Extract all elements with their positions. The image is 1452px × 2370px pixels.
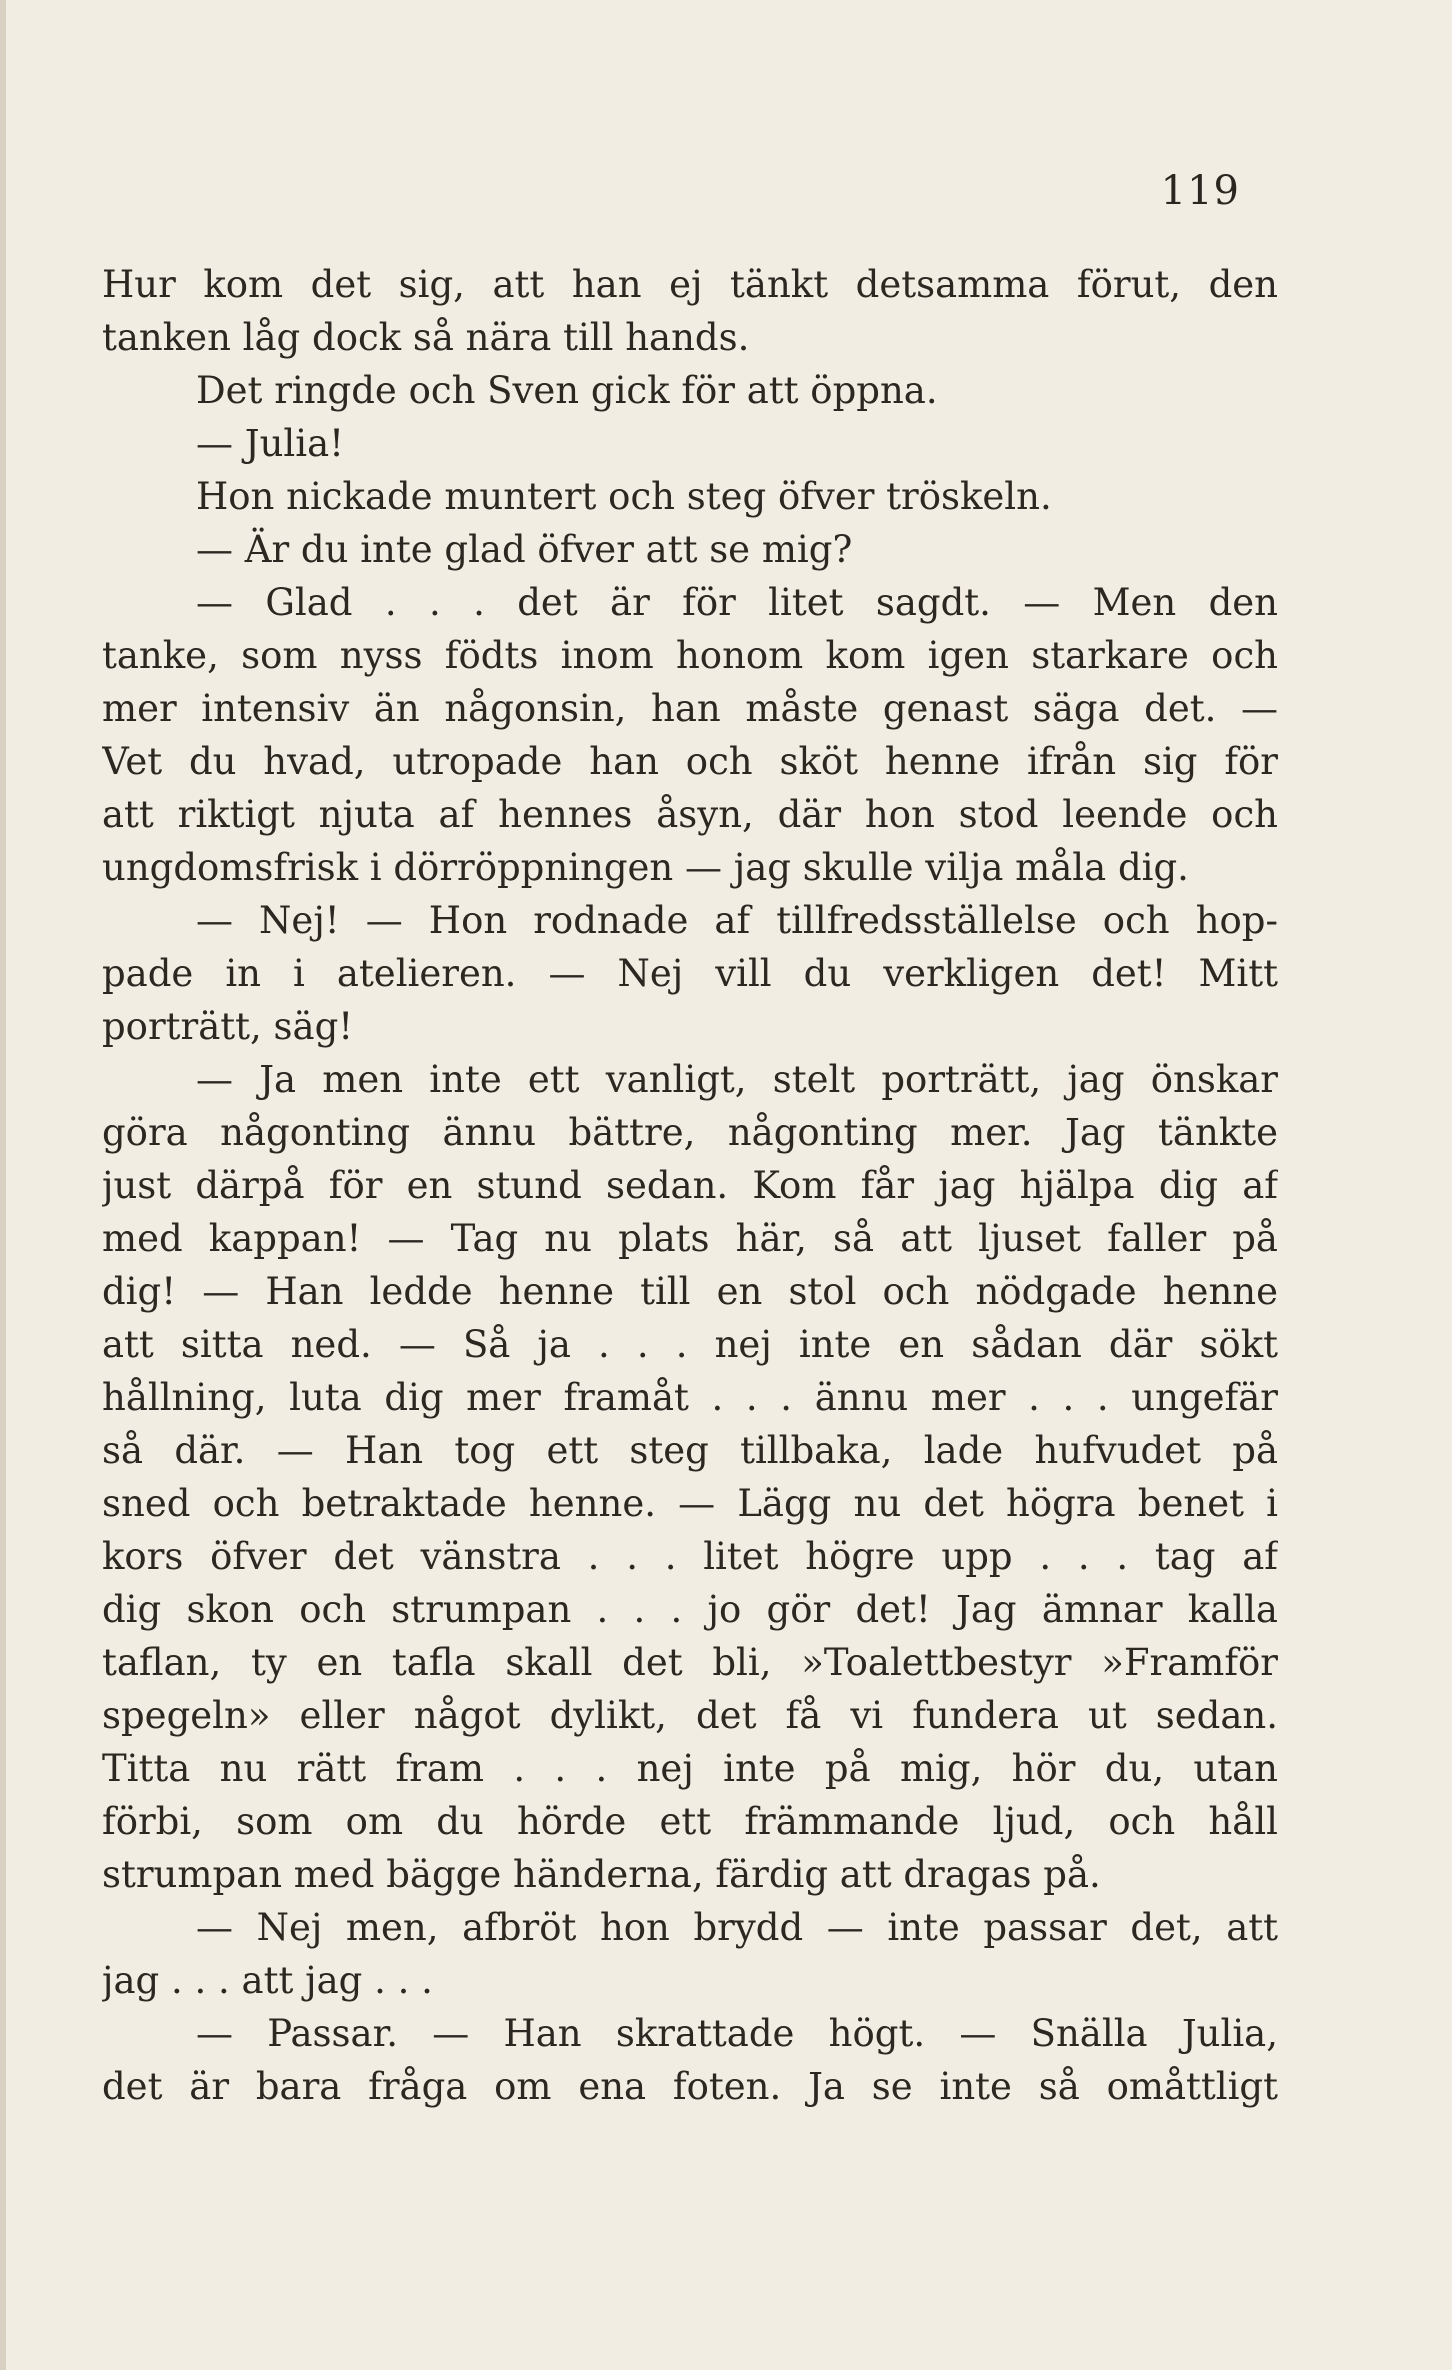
text-line: förbi, som om du hörde ett främmande ljud, och håll [102,1800,1278,1843]
text-line: så där. — Han tog ett steg tillbaka, lade hufvudet på [102,1429,1278,1472]
text-line: det är bara fråga om ena foten. Ja se inte så omåttligt [102,2065,1278,2108]
text-line: att riktigt njuta af hennes åsyn, där hon stod leende och [102,793,1278,836]
text-line: just därpå för en stund sedan. Kom får jag hjälpa dig af [102,1164,1278,1207]
text-line: strumpan med bägge händerna, färdig att dragas på. [102,1853,1101,1896]
text-line: Titta nu rätt fram . . . nej inte på mig, hör du, utan [102,1747,1278,1790]
text-line: med kappan! — Tag nu plats här, så att ljuset faller på [102,1217,1278,1260]
body-text [102,258,1278,2113]
text-line: dig! — Han ledde henne till en stol och nödgade henne [102,1270,1278,1313]
text-line: göra någonting ännu bättre, någonting mer. Jag tänkte [102,1111,1278,1154]
text-line: — Glad . . . det är för litet sagdt. — Men den [196,581,1278,624]
text-line: kors öfver det vänstra . . . litet högre upp . . . tag af [102,1535,1278,1578]
text-line: ungdomsfrisk i dörröppningen — jag skulle vilja måla dig. [102,846,1189,889]
text-line: hållning, luta dig mer framåt . . . ännu mer . . . ungefär [102,1376,1278,1419]
text-line: Hon nickade muntert och steg öfver tröskeln. [196,475,1052,518]
text-line: — Nej men, afbröt hon brydd — inte passar det, att [196,1906,1278,1949]
text-line: tanke, som nyss födts inom honom kom igen starkare och [102,634,1278,677]
text-line: Hur kom det sig, att han ej tänkt detsamma förut, den [102,263,1278,306]
text-line: — Julia! [196,422,345,465]
text-line: sned och betraktade henne. — Lägg nu det högra benet i [102,1482,1278,1525]
text-line: — Passar. — Han skrattade högt. — Snälla Julia, [196,2012,1278,2055]
text-line: att sitta ned. — Så ja . . . nej inte en sådan där sökt [102,1323,1278,1366]
text-line: taflan, ty en tafla skall det bli, »Toalettbestyr »Framför [102,1641,1278,1684]
text-line: Vet du hvad, utropade han och sköt henne ifrån sig för [102,740,1278,783]
text-line: pade in i atelieren. — Nej vill du verkligen det! Mitt [102,952,1278,995]
text-line: tanken låg dock så nära till hands. [102,316,750,359]
text-line: spegeln» eller något dylikt, det få vi fundera ut sedan. [102,1694,1278,1737]
page-edge [0,0,6,2370]
text-line: — Nej! — Hon rodnade af tillfredsställelse och hop- [196,899,1278,942]
text-line: Det ringde och Sven gick för att öppna. [196,369,938,412]
page-number: 119 [1160,168,1240,214]
text-line: jag . . . att jag . . . [102,1959,433,2002]
text-line: — Ja men inte ett vanligt, stelt porträtt, jag önskar [196,1058,1278,1101]
text-line: — Är du inte glad öfver att se mig? [196,528,853,571]
text-line: dig skon och strumpan . . . jo gör det! Jag ämnar kalla [102,1588,1278,1631]
text-line: porträtt, säg! [102,1005,354,1048]
text-line: mer intensiv än någonsin, han måste genast säga det. — [102,687,1278,730]
